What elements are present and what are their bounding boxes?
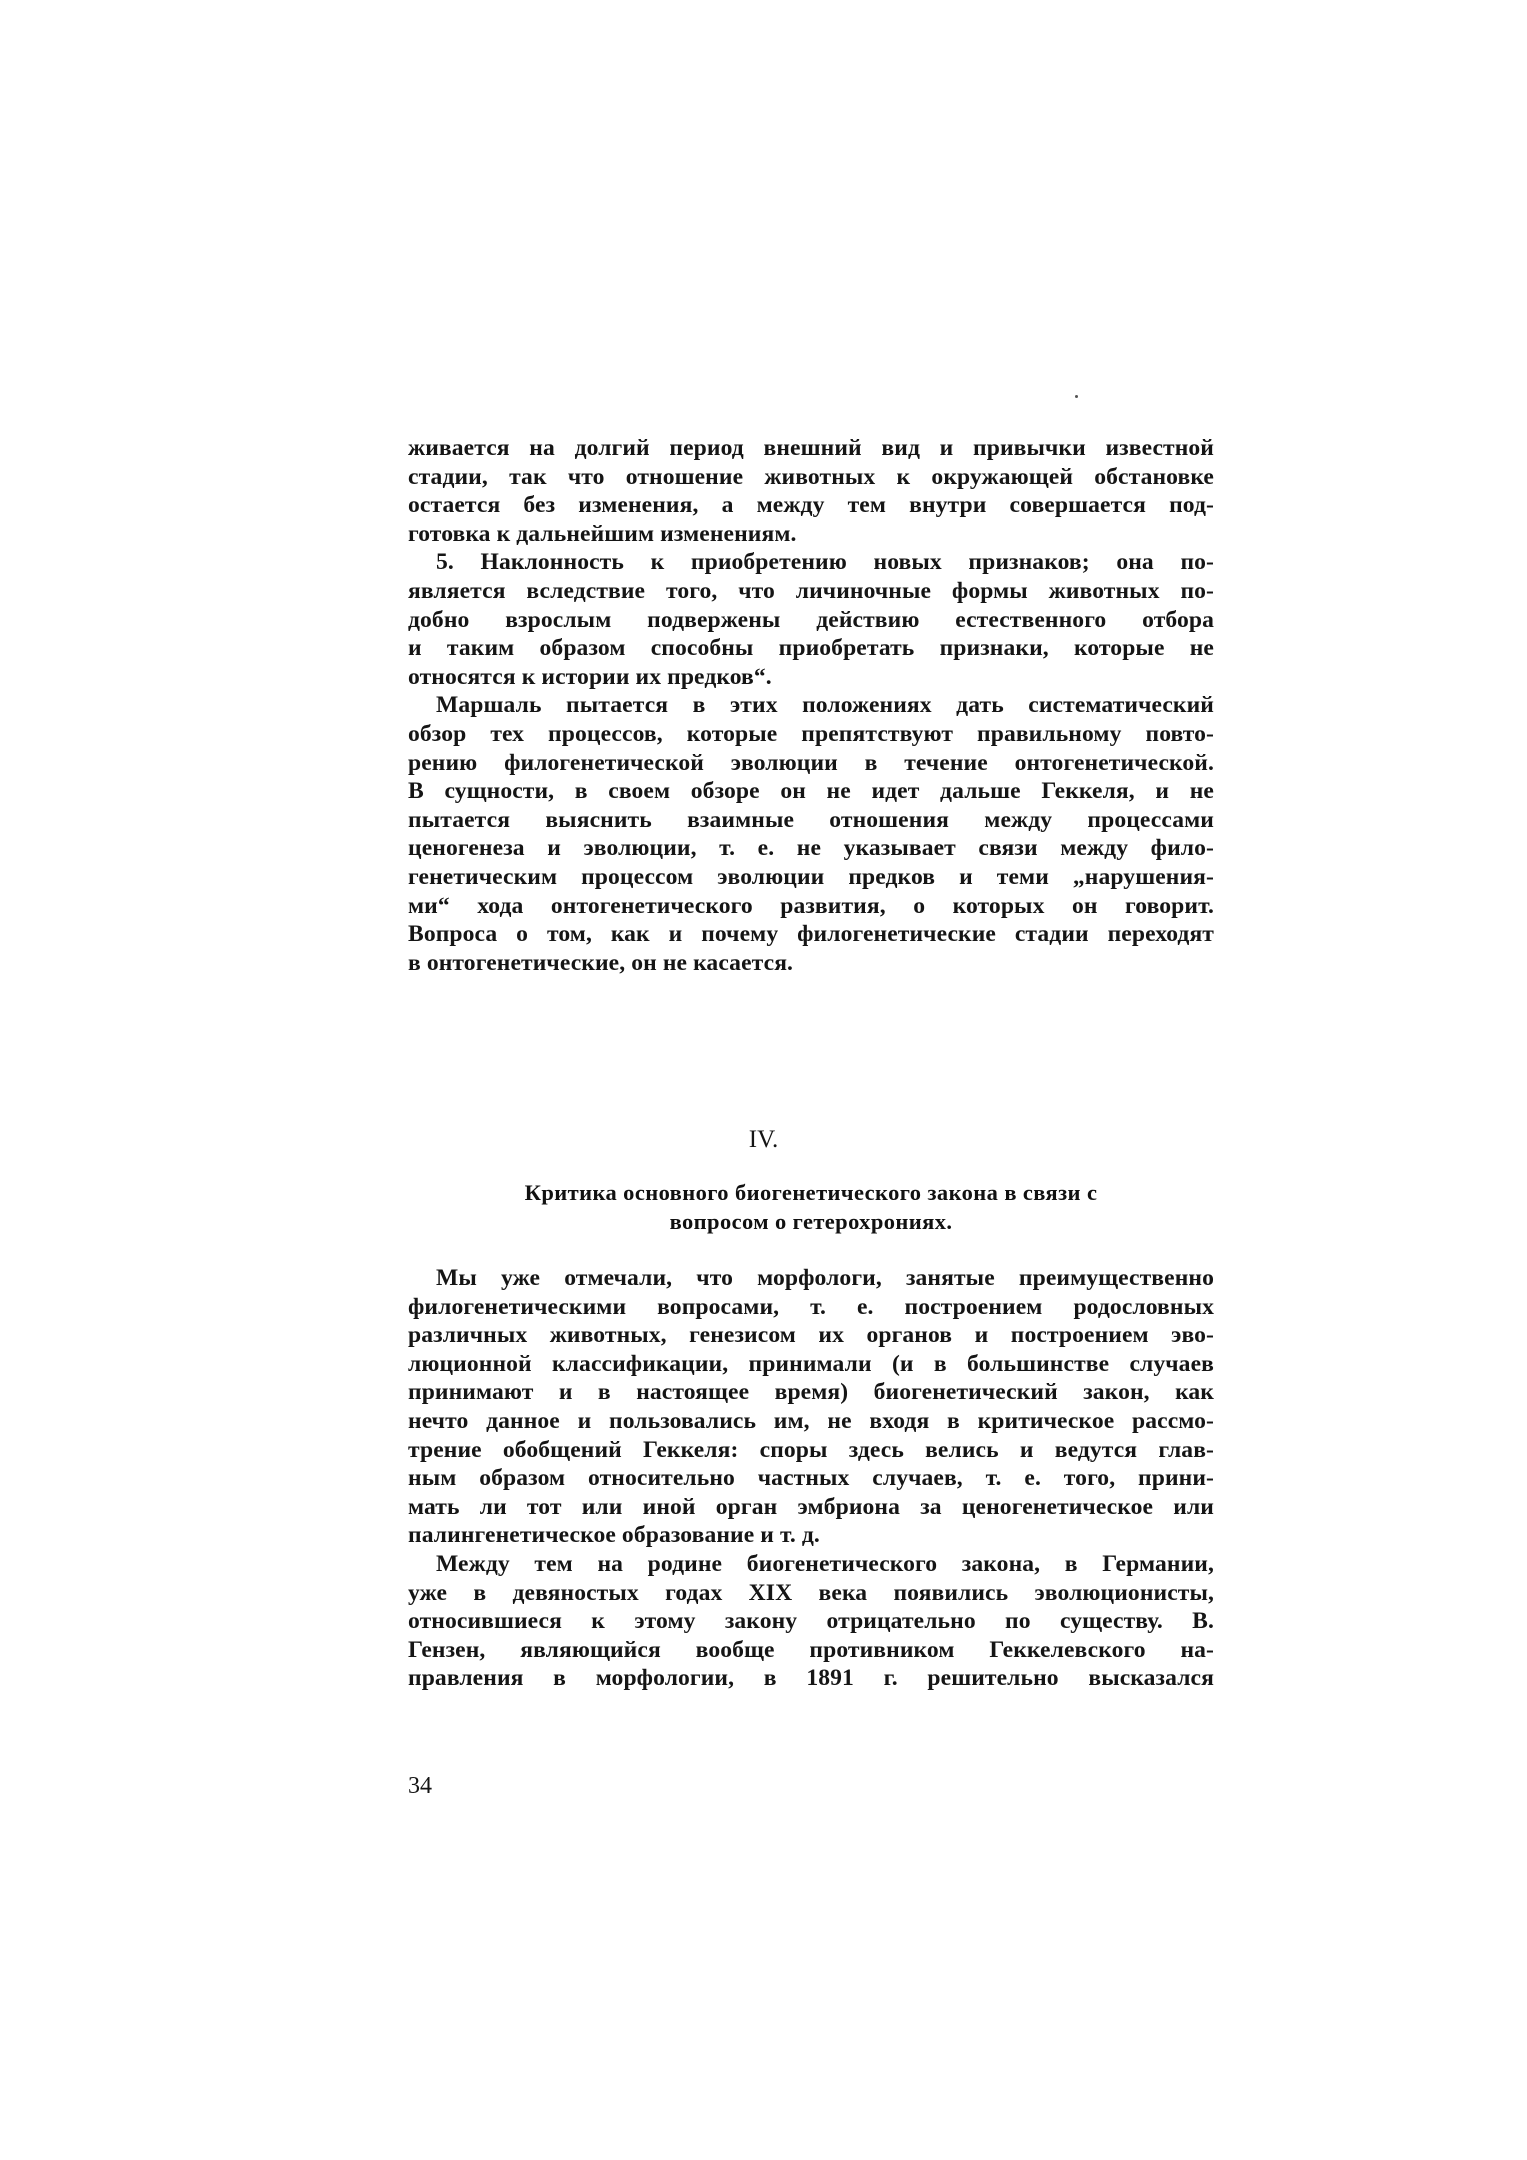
text-line: пытается выяснить взаимные отношения между процессами xyxy=(408,806,1214,833)
paragraph-start-line: Маршаль пытается в этих положениях дать систематический xyxy=(436,692,1214,719)
text-line: нечто данное и пользовались им, не входя в критическое рассмо- xyxy=(408,1407,1214,1434)
text-line: рению филогенетической эволюции в течение онтогенетической. xyxy=(408,749,1214,776)
text-line: остается без изменения, а между тем внутри совершается под- xyxy=(408,492,1214,519)
chapter-title-line: Критика основного биогенетического закона в связи с xyxy=(524,1180,1098,1205)
paragraph-start-line: Мы уже отмечали, что морфологи, занятые преимущественно xyxy=(436,1265,1214,1291)
text-line: стадии, так что отношение животных к окружающей обстановке xyxy=(408,463,1214,490)
text-line: мать ли тот или иной орган эмбриона за ценогенетическое или xyxy=(408,1493,1214,1520)
paragraph-start-line: Между тем на родине биогенетического закона, в Германии, xyxy=(436,1550,1214,1577)
text-line: люционной классификации, принимали (и в большинстве случаев xyxy=(408,1350,1214,1377)
text-line: ми“ хода онтогенетического развития, о которых он говорит. xyxy=(408,892,1214,919)
text-line: правления в морфологии, в 1891 г. решительно высказался xyxy=(408,1665,1214,1692)
text-line: ным образом относительно частных случаев, т. е. того, прини- xyxy=(408,1465,1214,1492)
chapter-title xyxy=(408,1178,1214,1236)
text-line: Гензен, являющийся вообще противником Геккелевского на- xyxy=(408,1636,1214,1663)
print-speck xyxy=(1075,395,1078,398)
text-line: относятся к истории их предков“. xyxy=(408,663,772,690)
text-line: палингенетическое образование и т. д. xyxy=(408,1522,820,1549)
text-line: добно взрослым подвержены действию естественного отбора xyxy=(408,606,1214,633)
list-item-5-line: 5. Наклонность к приобретению новых признаков; она по- xyxy=(436,549,1214,576)
text-line: генетическим процессом эволюции предков и теми „нарушения- xyxy=(408,863,1214,890)
text-line: Вопроса о том, как и почему филогенетические стадии переходят xyxy=(408,921,1214,948)
text-line: и таким образом способны приобретать признаки, которые не xyxy=(408,635,1214,662)
page-number: 34 xyxy=(408,1773,432,1799)
section-2-text xyxy=(408,1264,1214,1693)
text-line: уже в девяностых годах XIX века появились эволюционисты, xyxy=(408,1579,1214,1606)
text-line: живается на долгий период внешний вид и привычки известной xyxy=(408,435,1214,461)
section-1-text xyxy=(408,434,1214,977)
chapter-title-line: вопросом о гетерохрониях. xyxy=(669,1209,953,1234)
text-line: является вследствие того, что личиночные формы животных по- xyxy=(408,577,1214,604)
text-line: ценогенеза и эволюции, т. е. не указывает связи между фило- xyxy=(408,835,1214,862)
text-line: готовка к дальнейшим изменениям. xyxy=(408,520,797,547)
text-line: трение обобщений Геккеля: споры здесь велись и ведутся глав- xyxy=(408,1436,1214,1463)
text-line: различных животных, генезисом их органов и построением эво- xyxy=(408,1322,1214,1349)
text-line: филогенетическими вопросами, т. е. построением родословных xyxy=(408,1293,1214,1320)
text-line: относившиеся к этому закону отрицательно по существу. В. xyxy=(408,1608,1214,1635)
chapter-number: IV. xyxy=(748,1126,779,1153)
text-line: В сущности, в своем обзоре он не идет дальше Геккеля, и не xyxy=(408,778,1214,805)
text-line: принимают и в настоящее время) биогенетический закон, как xyxy=(408,1379,1214,1406)
text-line: в онтогенетические, он не касается. xyxy=(408,949,794,976)
text-line: обзор тех процессов, которые препятствуют правильному повто- xyxy=(408,720,1214,747)
